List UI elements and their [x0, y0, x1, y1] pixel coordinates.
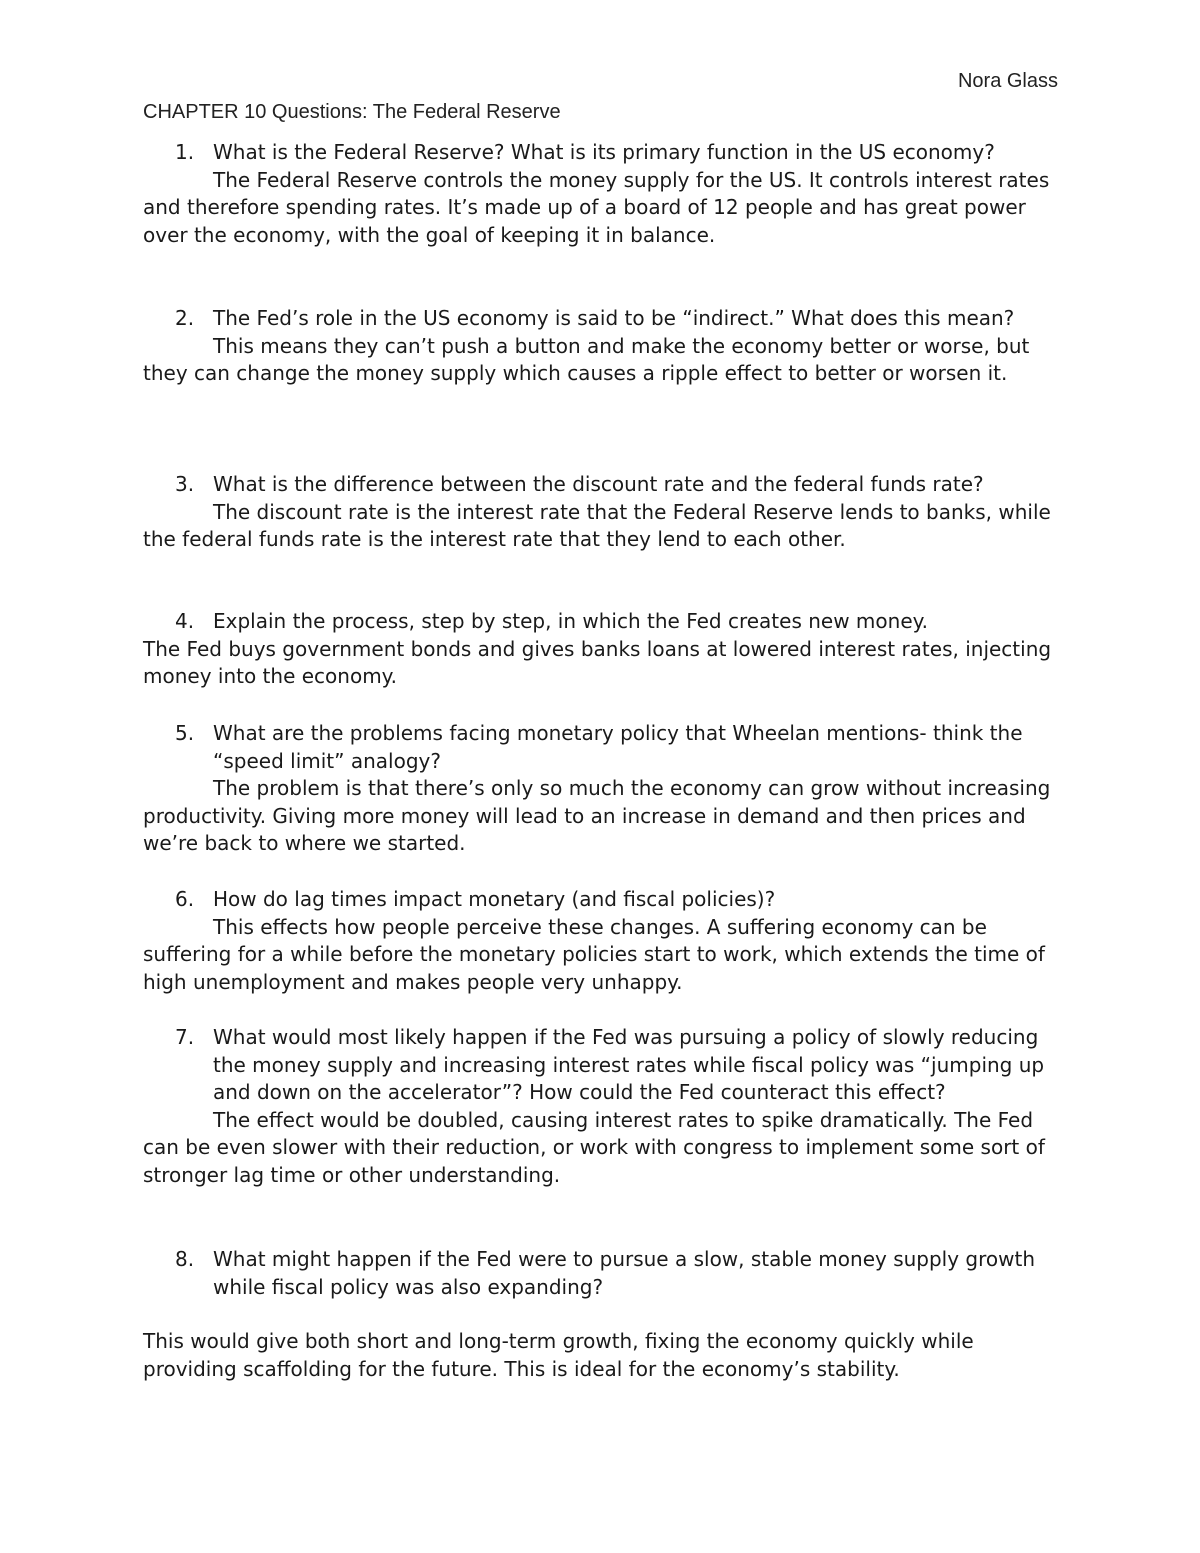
question-number: 8. — [175, 1247, 195, 1271]
answer-4: The Fed buys government bonds and gives banks loans at lowered interest rates, injecting money into the economy. — [143, 636, 1052, 688]
question-block-2 — [143, 305, 1063, 388]
question-text: What might happen if the Fed were to pursue a slow, stable money supply growth while fiscal policy was also expanding? — [213, 1247, 1036, 1299]
question-text: What would most likely happen if the Fed was pursuing a policy of slowly reducing the money supply and increasing interest rates while fiscal policy was “jumping up and down on the accelerator”? How could the Fed counteract this effect? — [213, 1025, 1045, 1104]
question-2 — [143, 305, 1063, 333]
question-block-4 — [143, 608, 1063, 691]
answer-8: This would give both short and long-term growth, fixing the economy quickly while providing scaffolding for the future. This is ideal for the economy’s stability. — [143, 1329, 974, 1381]
question-4 — [143, 608, 1063, 636]
answer-5: The problem is that there’s only so much the economy can grow without increasing productivity. Giving more money will lead to an increase in demand and then prices and we’re back to where we started. — [143, 776, 1051, 855]
question-5 — [143, 720, 1063, 775]
question-7 — [143, 1024, 1063, 1107]
answer-2: This means they can’t push a button and make the economy better or worse, but they can change the money supply which causes a ripple effect to better or worsen it. — [143, 333, 1030, 385]
question-block-5 — [143, 720, 1063, 858]
answer-3: The discount rate is the interest rate that the Federal Reserve lends to banks, while the federal funds rate is the interest rate that they lend to each other. — [143, 499, 1051, 551]
question-block-6 — [143, 886, 1063, 996]
question-6 — [143, 886, 1063, 914]
question-number: 6. — [175, 887, 195, 911]
page-title: CHAPTER 10 Questions: The Federal Reserve — [143, 101, 561, 123]
question-number: 1. — [175, 140, 195, 164]
question-block-7 — [143, 1024, 1063, 1189]
answer-7: The effect would be doubled, causing interest rates to spike dramatically. The Fed can be even slower with their reduction, or work with congress to implement some sort of stronger lag time or other understanding. — [143, 1107, 1045, 1187]
question-number: 2. — [175, 306, 195, 330]
question-text: How do lag times impact monetary (and fiscal policies)? — [213, 887, 776, 911]
question-text: The Fed’s role in the US economy is said to be “indirect.” What does this mean? — [213, 306, 1015, 330]
question-number: 4. — [175, 609, 195, 633]
question-text: What are the problems facing monetary policy that Wheelan mentions- think the “speed limit” analogy? — [213, 721, 1023, 773]
question-block-8 — [143, 1246, 1063, 1383]
question-8 — [143, 1246, 1063, 1301]
question-3 — [143, 471, 1063, 499]
question-text: What is the difference between the discount rate and the federal funds rate? — [213, 472, 984, 496]
question-1 — [143, 139, 1063, 167]
question-number: 7. — [175, 1025, 195, 1049]
question-block-1 — [143, 139, 1063, 249]
question-block-3 — [143, 471, 1063, 554]
question-number: 3. — [175, 472, 195, 496]
question-text: What is the Federal Reserve? What is its primary function in the US economy? — [213, 140, 995, 164]
question-number: 5. — [175, 721, 195, 745]
question-text: Explain the process, step by step, in which the Fed creates new money. — [213, 609, 928, 633]
answer-6: This effects how people perceive these changes. A suffering economy can be suffering for a while before the monetary policies start to work, which extends the time of high unemployment and makes people very unhappy. — [143, 914, 1045, 994]
answer-1: The Federal Reserve controls the money supply for the US. It controls interest rates and therefore spending rates. It’s made up of a board of 12 people and has great power over the economy, with the goal of keeping it in balance. — [143, 167, 1050, 247]
author-name: Nora Glass — [957, 70, 1058, 92]
